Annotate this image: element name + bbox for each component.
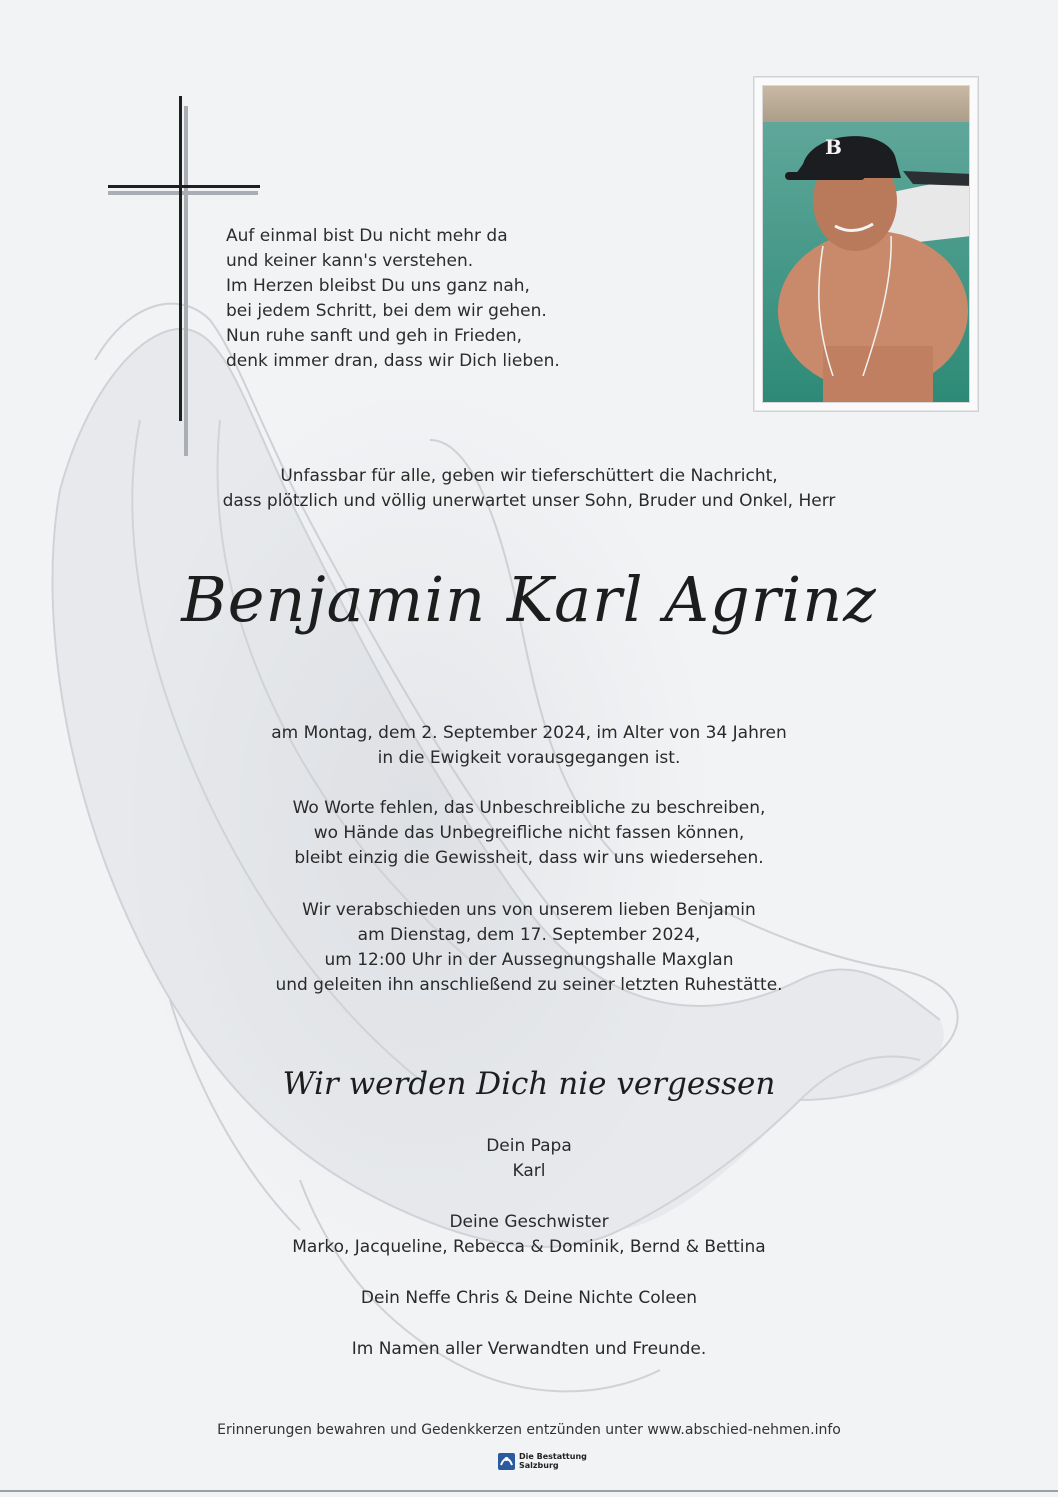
poem-line: Im Herzen bleibst Du uns ganz nah, [226,276,530,296]
funeral-line: am Dienstag, dem 17. September 2024, [357,925,701,945]
death-line: in die Ewigkeit vorausgegangen ist. [377,748,681,768]
family-line: Marko, Jacqueline, Rebecca & Dominik, Bernd & Bettina [292,1237,766,1257]
poem-line: Auf einmal bist Du nicht mehr da [226,226,508,246]
funeral-line: und geleiten ihn anschließend zu seiner letzten Ruhestätte. [275,975,783,995]
bottom-border [0,1490,1058,1492]
deceased-name: Benjamin Karl Agrinz [181,563,877,636]
poem-line: und keiner kann's verstehen. [226,251,474,271]
family-line: Karl [512,1161,546,1181]
poem-line: Nun ruhe sanft und geh in Frieden, [226,326,523,346]
death-notice [0,721,1058,771]
motto: Wir werden Dich nie vergessen [282,1066,776,1102]
logo-line: Die Bestattung [519,1452,587,1461]
footer-note: Erinnerungen bewahren und Gedenkkerzen entzünden unter www.abschied-nehmen.info [217,1422,841,1438]
verse-line: bleibt einzig die Gewissheit, dass wir uns wiedersehen. [294,848,764,868]
bestattung-logo [498,1449,598,1473]
intro-line: Unfassbar für alle, geben wir tieferschüttert die Nachricht, [280,466,778,486]
family-line: Dein Papa [486,1136,572,1156]
family-papa [0,1134,1058,1184]
family-all: Im Namen aller Verwandten und Freunde. [351,1339,707,1359]
poem-line: bei jedem Schritt, bei dem wir gehen. [226,301,547,321]
portrait-photo [762,85,970,403]
funeral-info [0,898,1058,998]
poem-line: denk immer dran, dass wir Dich lieben. [226,351,560,371]
verse-line: wo Hände das Unbegreifliche nicht fassen können, [313,823,745,843]
verse [0,796,1058,871]
family-nephew: Dein Neffe Chris & Deine Nichte Coleen [360,1288,698,1308]
logo-line: Salzburg [519,1461,559,1470]
bestattung-logo-icon [498,1453,515,1470]
family-siblings [0,1210,1058,1260]
verse-line: Wo Worte fehlen, das Unbeschreibliche zu beschreiben, [292,798,766,818]
funeral-line: Wir verabschieden uns von unserem lieben Benjamin [302,900,756,920]
family-line: Deine Geschwister [449,1212,609,1232]
portrait-frame [753,76,979,412]
intro-text [0,464,1058,514]
poem [226,224,646,374]
funeral-line: um 12:00 Uhr in der Aussegnungshalle Maxglan [324,950,734,970]
svg-text:B: B [825,135,842,159]
death-line: am Montag, dem 2. September 2024, im Alter von 34 Jahren [271,723,787,743]
intro-line: dass plötzlich und völlig unerwartet unser Sohn, Bruder und Onkel, Herr [222,491,836,511]
